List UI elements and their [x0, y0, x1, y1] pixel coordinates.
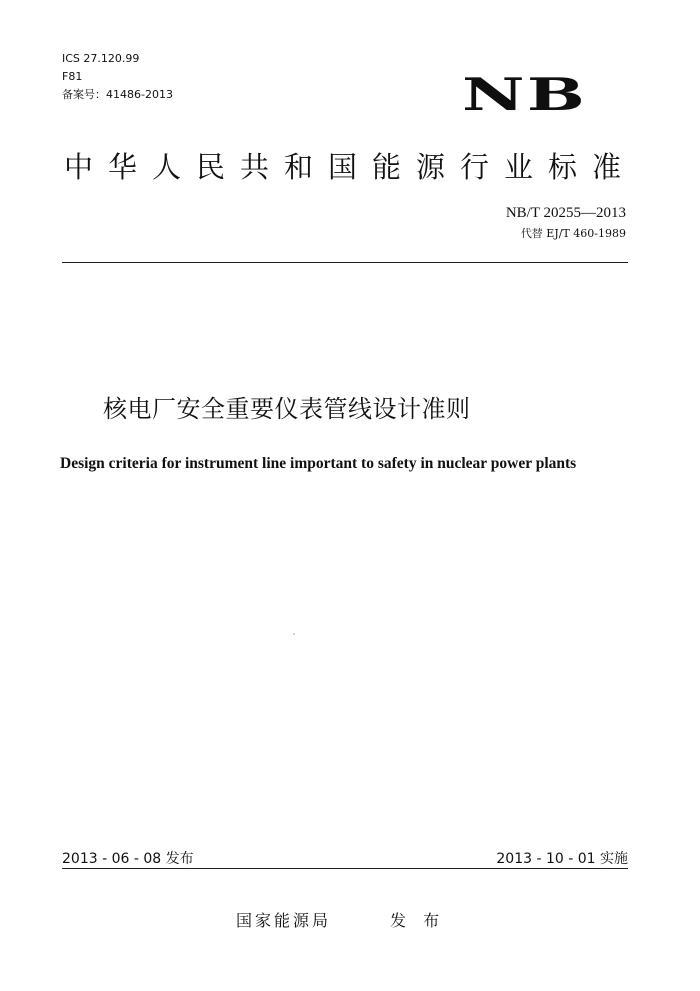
- ics-code: ICS 27.120.99: [62, 52, 140, 65]
- document-title-en: Design criteria for instrument line important to safety in nuclear power plants: [60, 455, 577, 472]
- nb-logo: NB: [462, 68, 588, 122]
- implementation-date: 2013 - 10 - 01 实施: [496, 851, 628, 867]
- issuing-authority: 国家能源局: [236, 911, 332, 930]
- standard-series-title: 中华人民共和国能源行业标准: [64, 150, 637, 184]
- scan-speck: [293, 633, 295, 635]
- replaces-standard: 代替 EJ/T 460-1989: [520, 227, 626, 240]
- issue-label: 发 布: [390, 911, 446, 930]
- header-divider: [62, 262, 628, 263]
- footer-divider: [62, 868, 628, 869]
- filing-number: 备案号：41486-2013: [62, 88, 173, 101]
- category-code: F81: [62, 70, 83, 83]
- document-title-cn: 核电厂安全重要仪表管线设计准则: [103, 395, 471, 423]
- issue-date: 2013 - 06 - 08 发布: [62, 851, 194, 867]
- standard-number: NB/T 20255—2013: [505, 205, 626, 221]
- classification-block: [62, 50, 173, 104]
